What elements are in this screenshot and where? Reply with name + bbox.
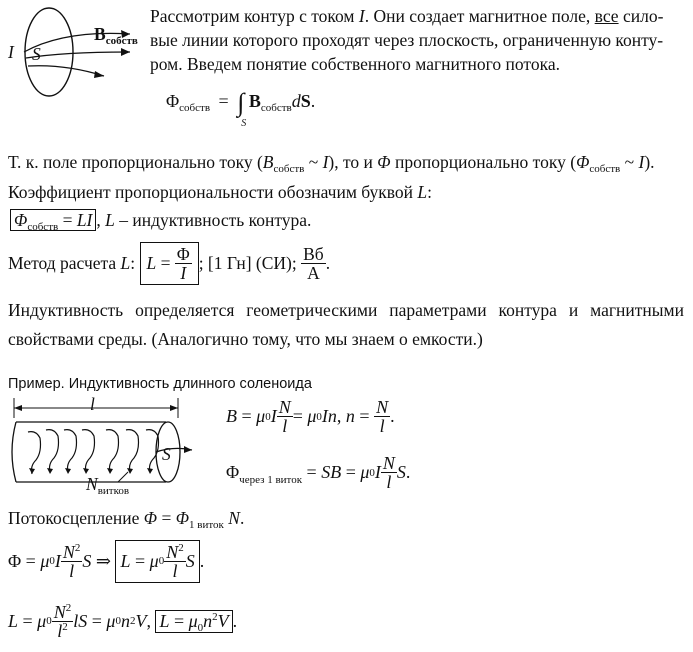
inductance-volume-formula: L = μ 0 $\frac{N^2}{l^2}$ lS = μ 0 n 2 V , $L = \mu_0n^2V$ . — [8, 601, 238, 641]
flux-linkage-line: Потокосцепление $\Phi = \Phi_{1 виток}$ N. — [8, 508, 245, 531]
solenoid-turns — [28, 430, 159, 474]
arrow-head-3 — [94, 71, 104, 78]
self-flux-formula: $\Phi_{собств}$ = ∫ S $B_{собств}dS$. — [166, 88, 316, 129]
arrow-head-2 — [121, 48, 130, 56]
field-line-2 — [26, 52, 130, 58]
intro-line-2: вые линии которого проходят через плоскость, ограниченную конту- — [150, 30, 664, 50]
proportionality-line: Т. к. поле пропорционально току ($B_{собств}$ ~ I), то и Φ пропорционально току ($\Phi_{собств}$ ~ I). — [8, 152, 655, 175]
loop-field-label: $B_{собств}$ — [94, 24, 138, 47]
calculation-method: Метод расчета L : L = $\frac{\Phi}{I}$ ; [1 Гн] (СИ); $\frac{Вб}{А}$ . — [8, 243, 331, 283]
coefficient-line: Коэффициент пропорциональности обозначим буквой L: — [8, 182, 433, 202]
solenoid-turns-label: $N_{витков}$ — [86, 474, 130, 497]
loop-area-label: S — [32, 44, 41, 64]
field-line-3 — [28, 66, 104, 76]
method-box: L = $\frac{\Phi}{I}$ — [140, 242, 199, 285]
volume-result-box: $L = \mu_0n^2V$ — [155, 610, 232, 633]
intro-line-3: ром. Введем понятие собственного магнитного потока. — [150, 54, 560, 74]
solenoid-field-formula: B = μ 0 I $\frac{N}{l}$ = μ 0 In , n = $\frac{N}{l}$ . — [226, 397, 395, 436]
current-loop-figure — [4, 2, 144, 102]
loop-current-label: I — [8, 42, 14, 62]
inductance-result-box: L = μ 0 $\frac{N^2}{l}$ S — [115, 540, 199, 583]
intro-paragraph — [150, 4, 686, 76]
solenoid-area-label: S — [162, 444, 171, 464]
intro-line-1: Рассмотрим контур с током I. Они создает магнитное поле, все сило- — [150, 6, 664, 26]
inductance-definition: $\Phi_{собств}$ = LI , L – индуктивность контура. — [10, 208, 311, 232]
example-title: Пример. Индуктивность длинного соленоида — [8, 376, 312, 392]
solenoid-length-label: l — [90, 394, 95, 414]
single-turn-flux-formula: Φ через 1 виток = SB = μ 0 I $\frac{N}{l}$ S . — [226, 453, 411, 492]
total-flux-formula: Φ = μ 0 I $\frac{N^2}{l}$ S ⇒ L = μ 0 $\frac{N^2}{l}$ S . — [8, 541, 205, 581]
integral-sign: ∫ S — [237, 88, 247, 129]
definition-box: $\Phi_{собств}$ = LI — [10, 209, 96, 231]
inductance-properties-paragraph: Индуктивность определяется геометрическими параметрами контура и магнитными свойствами среды. (Аналогично тому, что мы знаем о емкости.) — [8, 300, 684, 349]
